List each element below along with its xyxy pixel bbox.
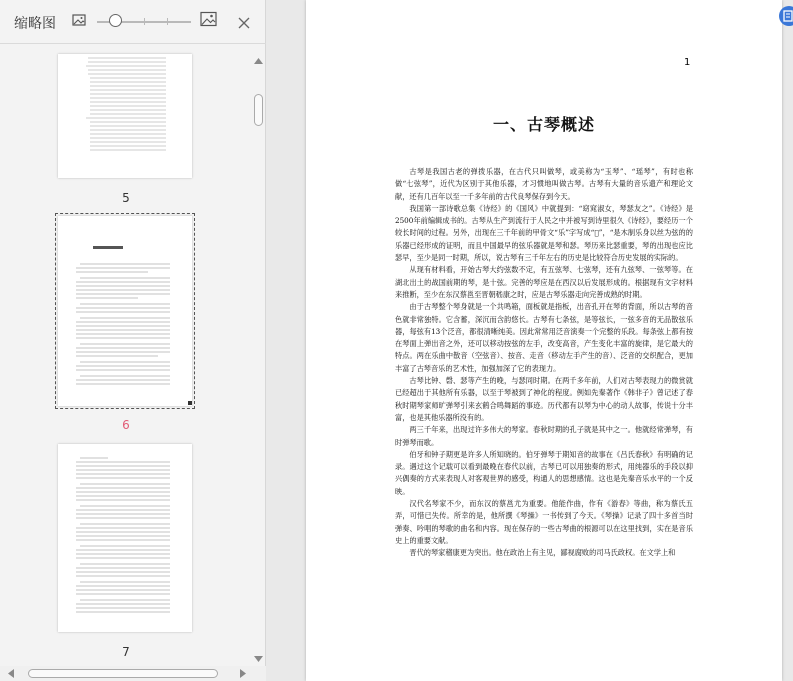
paragraph: 古琴是我国古老的弹拨乐器，在古代只叫做琴，或美称为“玉琴”、“瑶琴”，有时也称做“七弦琴”，近代为区别于其他乐器，才习惯地叫做古琴。古琴有大量的音乐遗产和理论文献，还有几百年以至一千多年前的古代良琴保存到今天。 xyxy=(395,167,693,201)
paragraph: 由于古琴整个琴身就是一个共鸣箱，面板就是指板，出音孔开在琴的背面，所以古琴的音色就非常独特。它含蓄，深沉而含韵悠长。古琴有七条弦，是等弦长，一弦多音的无品散弦乐器，每弦有13个泛音，都很清晰纯美。因此常常用泛音演奏一个完整的乐段。每条弦上都有按在琴面上弹出音之外，还可以移动按弦的左手，改变高音，产生变化丰富的旋律，是它最大的特点。两在乐曲中散音（空弦音）、按音、走音（移动左手产生的音）、泛音的交织配合，更加丰富了古琴音乐的艺术性，加强加深了它的表现力。 xyxy=(395,302,693,373)
page-thumbnail-6[interactable] xyxy=(58,216,192,406)
toc-page-preview xyxy=(58,54,192,178)
document-page xyxy=(306,0,782,681)
scroll-up-arrow-icon[interactable] xyxy=(254,58,263,64)
scroll-down-arrow-icon[interactable] xyxy=(254,656,263,662)
page-label-6: 6 xyxy=(122,418,130,432)
page-label-7: 7 xyxy=(122,645,130,659)
page-label-5: 5 xyxy=(122,191,130,205)
thumbnail-vertical-scrollbar[interactable] xyxy=(252,56,264,666)
scroll-right-arrow-icon[interactable] xyxy=(240,669,246,678)
thumbnail-list xyxy=(0,44,252,666)
paragraph: 我国第一部诗歌总集《诗经》的《国风》中就提到：“窈窕淑女，琴瑟友之”。《诗经》是2500年前编辑成书的。古琴从生产到流行于人民之中并被写到诗里很久《诗经》，要经历一个较长时间的过程。另外，出现在三千年前的甲骨文“乐”字写成“𫞍”，“是木制乐身以丝为弦的的乐器已经形成的证明，而且中国最早的弦乐器就是琴和瑟。琴历来比瑟重要，琴的出现也应比瑟早，至少是同一时期，所以，说古琴有三千年左右的历史是比较符合历史发展的实际的。 xyxy=(395,203,693,263)
zoom-slider-tick xyxy=(167,18,168,25)
floating-tool-button[interactable] xyxy=(779,6,793,26)
scroll-left-arrow-icon[interactable] xyxy=(8,669,14,678)
horizontal-scroll-thumb[interactable] xyxy=(28,669,218,678)
close-icon[interactable] xyxy=(238,14,250,33)
page-thumbnail-7[interactable] xyxy=(58,444,192,632)
paragraph: 从现有材料看，开始古琴大约弦数不定，有五弦琴、七弦琴，还有九弦琴、一弦琴等。在湖北出土的战国前期的琴，是十弦。完善的琴应是在西汉以后发展形成的。根据现有文字材料来推断，至少在东汉蔡邕至晋朝嵇康之时，应是古琴乐器走向完善成熟的时期。 xyxy=(395,265,693,299)
vertical-scroll-thumb[interactable] xyxy=(254,94,263,126)
page-number: 1 xyxy=(684,57,691,68)
thumbnail-horizontal-scrollbar[interactable] xyxy=(0,666,266,681)
image-small-icon[interactable] xyxy=(72,12,86,31)
paragraph: 伯牙和钟子期更是许多人所知晓的。伯牙弹琴于期知音的故事在《吕氏春秋》有明确的记录。遇过这个记载可以看到最晚在春代以前，古琴已可以用独奏的形式，用纯器乐的手段以抑兴偶奏的方式来表现人对客观世界的感受，构通人的思想感情。这也是先秦音乐水平的一个反映。 xyxy=(395,449,693,496)
paragraph: 汉代名琴家不少，而东汉的蔡邕尤为重要。他能作曲，作有《游春》等曲，称为蔡氏五弄，可惜已失传。所幸的是，他所撰《琴操》一书传到了今天。《琴操》记录了四十多首当时弹奏、吟唱的琴歌的曲名和内容。现在保存的一些古琴曲的根源可以在这里找到，实在是音乐史上的重要文献。 xyxy=(395,499,693,545)
page-thumbnail-5[interactable] xyxy=(58,54,192,178)
chapter-page-preview xyxy=(58,216,192,406)
zoom-slider-handle[interactable] xyxy=(109,14,122,27)
chapter-title: 一、古琴概述 xyxy=(492,115,595,134)
image-large-icon[interactable] xyxy=(200,11,217,31)
thumbnail-panel xyxy=(0,0,266,681)
text-page-preview xyxy=(58,444,192,632)
panel-title: 缩略图 xyxy=(14,16,56,32)
document-tool-icon xyxy=(779,6,793,26)
panel-header xyxy=(0,0,266,44)
paragraph: 古琴比钟、磬、瑟等产生的晚，与瑟同时期。在两千多年前，人们对古琴表现力的微赏就已经超出于其他所有乐器，以至于琴被到了神化的程度。例如先秦著作《韩非子》曾记述了春秋时期琴家师旷弹琴引来玄鹤合鸣舞蹈的事迹。历代都有以琴为中心的动人故事，传说十分丰富，也是其他乐器所没有的。 xyxy=(395,376,693,422)
zoom-slider-tick xyxy=(144,18,145,25)
paragraph: 两三千年来，出现过许多伟大的琴家。春秋时期的孔子就是其中之一。他就经常弹琴，有时弹琴而歌。 xyxy=(395,425,693,447)
body-text xyxy=(395,166,693,560)
paragraph: 晋代的琴家稽康更为突出。他在政治上有主见，鄙视腐败的司马氏政权。在文学上和 xyxy=(409,548,676,558)
